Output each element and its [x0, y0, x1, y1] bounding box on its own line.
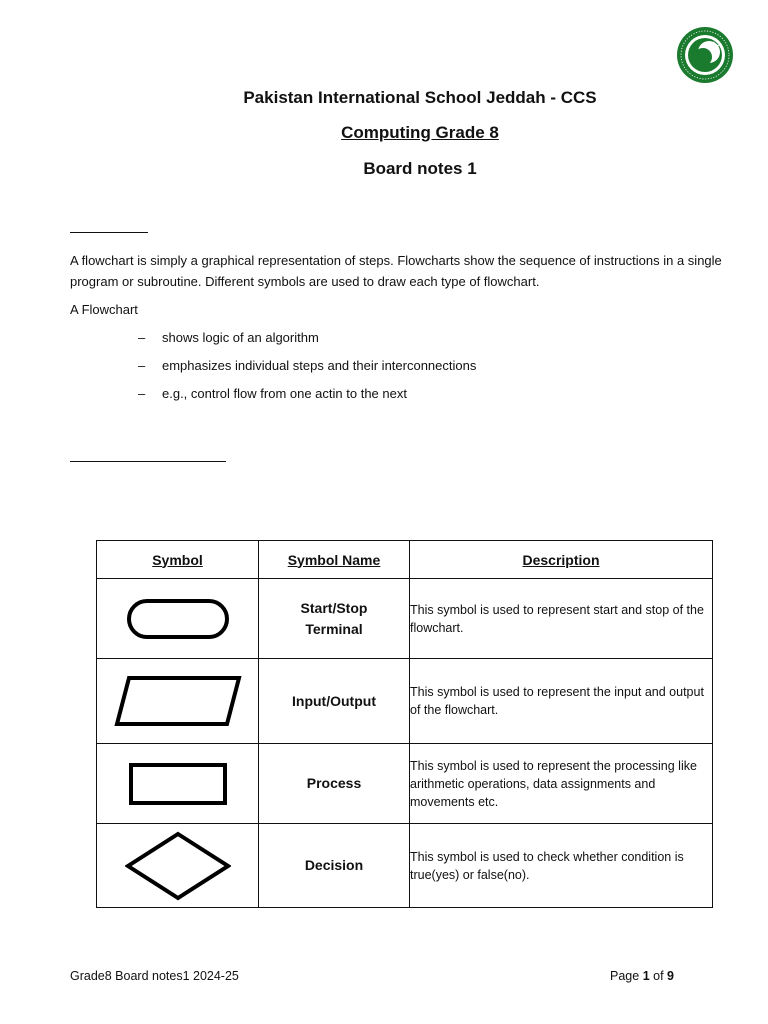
notes-title: Board notes 1: [363, 159, 477, 178]
section-rule: [70, 461, 226, 462]
list-item: [138, 330, 319, 345]
bullet-marker: –: [138, 358, 146, 373]
table-header-row: [97, 541, 713, 579]
page-of: of: [653, 969, 664, 983]
table-row: [97, 744, 713, 824]
table-row: [97, 659, 713, 744]
symbol-name-cell: [259, 659, 410, 744]
column-header-description: Description: [410, 541, 713, 579]
symbol-name: Start/Stop: [300, 599, 368, 616]
table-row: [97, 579, 713, 659]
school-name: Pakistan International School Jeddah - CCS: [243, 88, 597, 107]
column-header-symbol-name: Symbol Name: [259, 541, 410, 579]
parallelogram-icon: [113, 675, 243, 727]
bullet-marker: –: [138, 330, 146, 345]
list-item: [138, 358, 476, 373]
intro-paragraph: A flowchart is simply a graphical representation of steps. Flowcharts show the sequence of instructions in a single program or subroutine. Different symbols are used to draw each type of flowchart.: [70, 253, 722, 289]
symbol-cell: [97, 744, 259, 824]
flowchart-symbols-table: [96, 540, 713, 908]
school-crest-logo-icon: [676, 26, 734, 84]
footer-document-label: Grade8 Board notes1 2024-25: [70, 969, 239, 983]
terminal-rounded-rectangle-icon: [125, 597, 231, 641]
page-prefix: Page: [610, 969, 640, 983]
list-item-text: e.g., control flow from one actin to the next: [162, 386, 407, 401]
rectangle-icon: [128, 762, 228, 806]
list-item-text: shows logic of an algorithm: [162, 330, 319, 345]
symbol-cell: [97, 824, 259, 908]
description-cell: This symbol is used to check whether condition is true(yes) or false(no).: [410, 824, 713, 908]
course-title: Computing Grade 8: [341, 123, 499, 142]
list-heading: A Flowchart: [70, 302, 138, 317]
symbol-name-cell: [259, 824, 410, 908]
symbol-name: Process: [306, 775, 362, 791]
page-current: 1: [642, 969, 650, 983]
symbol-cell: [97, 659, 259, 744]
school-logo: [676, 26, 734, 84]
page-number: [610, 969, 674, 983]
symbol-cell: [97, 579, 259, 659]
symbol-name-cell: [259, 744, 410, 824]
description-cell: This symbol is used to represent the processing like arithmetic operations, data assignments and movements etc.: [410, 744, 713, 824]
symbol-name: Input/Output: [292, 692, 376, 709]
list-item-text: emphasizes individual steps and their interconnections: [162, 358, 477, 373]
symbol-name: Decision: [304, 857, 364, 873]
description-cell: This symbol is used to represent the input and output of the flowchart.: [410, 659, 713, 744]
table-row: [97, 824, 713, 908]
column-header-symbol: Symbol: [97, 541, 259, 579]
list-item: [138, 386, 407, 401]
section-rule: [70, 232, 148, 233]
bullet-marker: –: [138, 386, 146, 401]
page-total: 9: [667, 969, 674, 983]
diamond-icon: [125, 831, 231, 901]
symbol-name-line2: Terminal: [305, 620, 363, 637]
description-cell: This symbol is used to represent start and stop of the flowchart.: [410, 579, 713, 659]
symbol-name-cell: [259, 579, 410, 659]
